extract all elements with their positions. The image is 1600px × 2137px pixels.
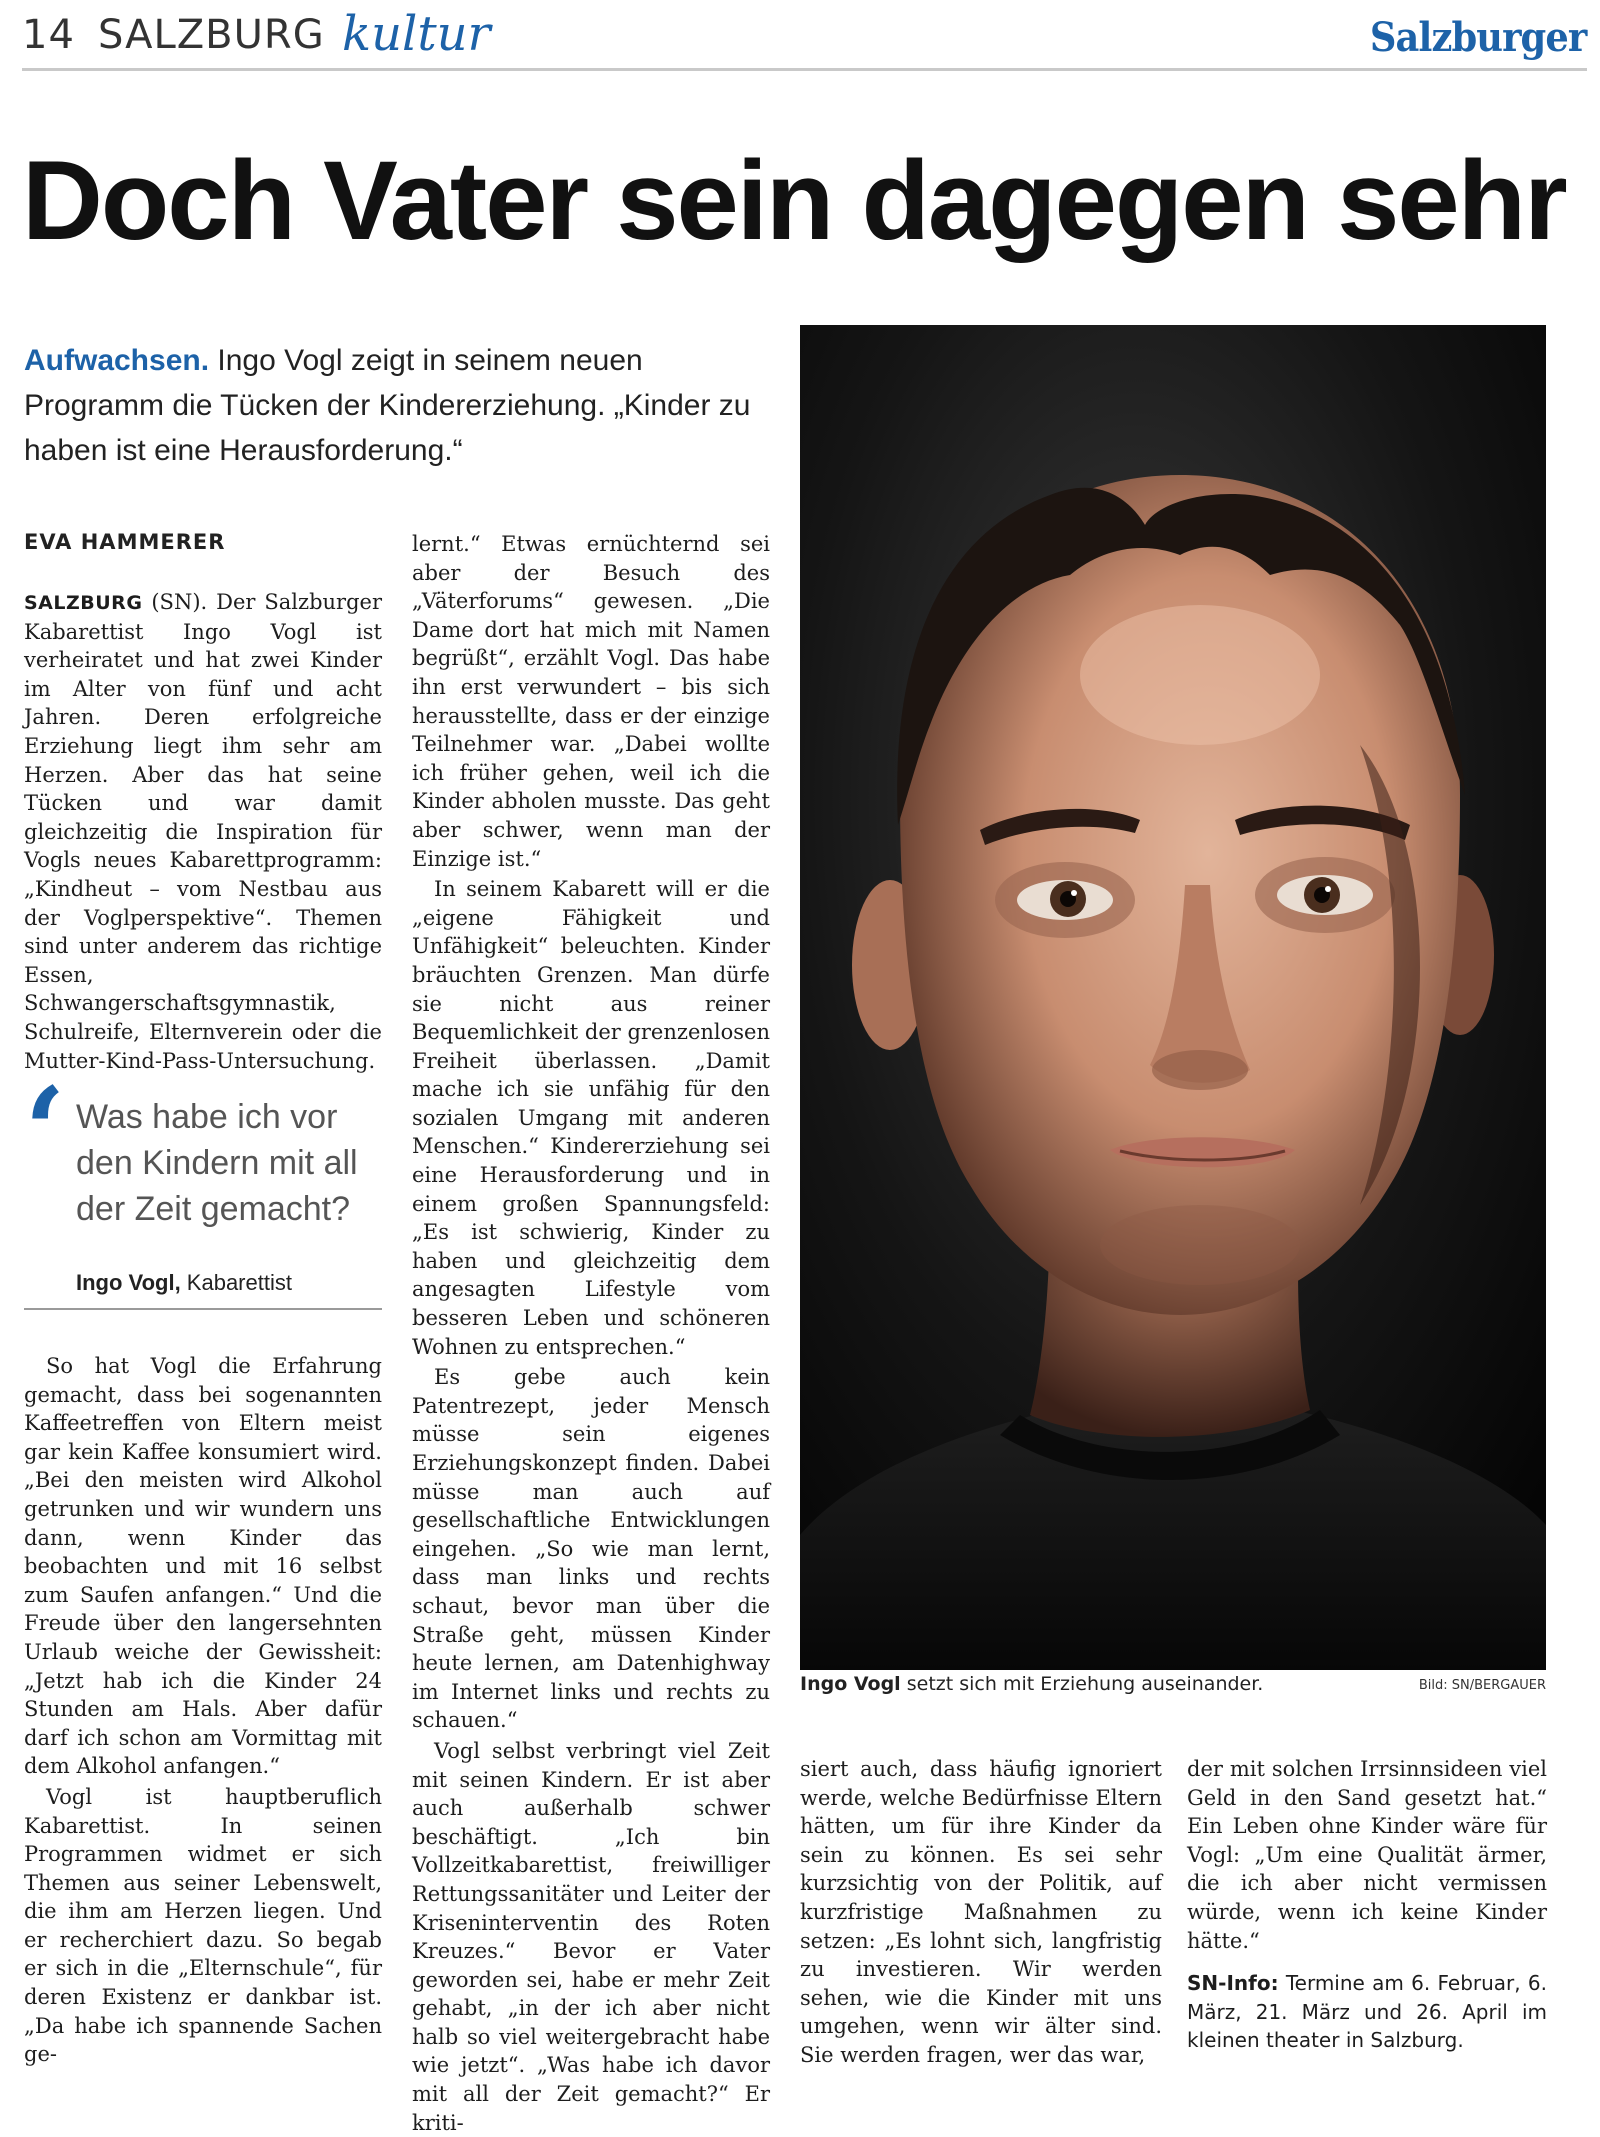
pull-quote [24,1061,382,1312]
body-text: (SN). Der Salzburger Kabarettist Ingo Vogl ist verheiratet und hat zwei Kinder im Alter von fünf und acht Jahren. Deren erfolgreiche Erziehung liegt ihm sehr am Herzen. Aber das hat seine Tücken und war damit gleichzeitig die Inspiration für Vogls neues Kabarettprogramm: „Kindheut – vom Nestbau aus der Voglperspektive“. Themen sind unter anderem das richtige Essen, Schwangerschaftsgymnastik, Schulreife, Elternverein oder die Mutter-Kind-Pass-Untersuchung. [24,590,382,1073]
body-paragraph: Vogl ist hauptberuflich Kabarettist. In seinen Programmen widmet er sich Themen aus seiner Lebenswelt, die ihm am Herzen liegen. Und er recherchiert dazu. So begab er sich in die „Elternschule“, für deren Existenz er dankbar ist. „Da habe ich spannende Sachen ge- [24,1784,382,2067]
body-paragraph: In seinem Kabarett will er die „eigene Fähigkeit und Unfähigkeit“ beleuchten. Kinder bräuchten Grenzen. Man dürfe sie nicht aus reiner Bequemlichkeit der grenzenlosen Freiheit überlassen. „Damit mache ich sie unfähig für den sozialen Umgang mit anderen Menschen.“ Kindererziehung sei eine Herausforderung und in einem großen Spannungsfeld: „Es ist schwierig, Kinder zu haben und gleichzeitig dem angesagten Lifestyle vom besseren Leben und schöneren Wohnen zu entsprechen.“ [412,877,770,1359]
caption-name: Ingo Vogl [800,1673,901,1695]
quote-mark-icon: ‘ [24,1061,66,1202]
photo-caption [800,1673,1546,1707]
pull-quote-attribution [76,1270,292,1296]
lead-paragraph [24,338,764,473]
body-paragraph: Vogl selbst verbringt viel Zeit mit seinen Kindern. Er ist aber auch außerhalb schwer beschäftigt. „Ich bin Vollzeitkabarettist, freiwilliger Rettungssanitäter und Leiter der Kriseninterventin des Roten Kreuzes.“ Bevor er Vater geworden sei, habe er mehr Zeit gehabt, „in der ich aber nicht halb so viel weitergebracht habe wie jetzt“. „Was habe ich davor mit all der Zeit gemacht?“ Er kriti- [412,1738,770,2135]
pull-quote-text: Was habe ich vor den Kindern mit all der Zeit gemacht? [76,1098,358,1228]
dateline: SALZBURG [24,592,143,614]
page-number: 14 [22,12,75,58]
body-paragraph: siert auch, dass häufig ignoriert werde, welche Bedürfnisse Eltern hätten, um für ihre Kinder da sein zu können. Es sei sehr kurzsichtig von der Politik, auf kurzfristige Maßnahmen zu setzen: „Es lohnt sich, langfristig zu investieren. Wir werden sehen, wie die Kinder mit uns umgehen, wenn wir älter sind. Sie werden fragen, wer das war, [800,1757,1162,2067]
masthead [0,0,1600,70]
info-label: SN-Info: [1187,1971,1279,1996]
portrait-photo [800,325,1546,1670]
body-paragraph: der mit solchen Irrsinnsideen viel Geld in den Sand gesetzt hat.“ Ein Leben ohne Kinder wäre für Vogl: „Um eine Qualität ärmer, die ich aber nicht vermissen würde, wenn ich keine Kinder hätte.“ [1187,1757,1547,1953]
body-column-1-top [24,588,382,1075]
body-column-2 [412,530,770,2137]
caption-text: setzt sich mit Erziehung auseinander. [900,1673,1264,1695]
body-paragraph [24,588,382,1075]
info-text: Termine am 6. Februar, 6. März, 21. März und 26. April im kleinen theater in Salzburg. [1187,1971,1547,2053]
headline-part-1: Doch Vater [22,138,617,263]
brand-logo: Salzburger [1369,14,1586,61]
headline-part-3: dagegen sehr [832,138,1566,263]
body-column-4 [1187,1755,1547,2055]
body-paragraph: So hat Vogl die Erfahrung gemacht, dass bei sogenannten Kaffeetreffen von Eltern meist gar kein Kaffee konsumiert wird. „Bei den meisten wird Alkohol getrunken und wir wundern uns dann, wenn Kinder das beobachten und mit 16 selbst zum Saufen anfangen.“ Und die Freude über den langersehnten Urlaub weiche der Gewissheit: „Jetzt hab ich die Kinder 24 Stunden am Hals. Aber dafür darf ich schon am Vormittag mit dem Alkohol anfangen.“ [24,1354,382,1779]
masthead-rule [22,68,1587,71]
photo-credit: Bild: SN/BERGAUER [1418,1678,1546,1693]
pull-quote-name: Ingo Vogl, [76,1270,181,1295]
portrait-illustration [800,325,1546,1670]
headline-part-bold: sein [616,138,833,263]
headline [22,138,1582,263]
section-subtitle: kultur [342,6,491,62]
pull-quote-rule [24,1308,382,1310]
byline: EVA HAMMERER [24,530,226,554]
body-paragraph: lernt.“ Etwas ernüchternd sei aber der Besuch des „Väterforums“ gewesen. „Die Dame dort hat mich mit Namen begrüßt“, erzählt Vogl. Das habe ihn erst verwundert – bis sich herausstellte, dass er der einzige Teilnehmer war. „Dabei wollte ich früher gehen, weil ich die Kinder abholen musste. Das geht aber schwer, wenn man der Einzige ist.“ [412,532,770,871]
section-name: SALZBURG [98,12,325,58]
pull-quote-role: Kabarettist [180,1270,292,1295]
info-box [1187,1969,1547,2055]
lead-kicker: Aufwachsen. [24,344,210,377]
body-column-3 [800,1755,1162,2070]
body-column-1-bottom [24,1352,382,2069]
lead-text: Ingo Vogl zeigt in seinem neuen Programm die Tücken der Kindererziehung. „Kinder zu haben ist eine Herausforderung.“ [24,344,751,467]
body-paragraph: Es gebe auch kein Patentrezept, jeder Mensch müsse sein eigenes Erziehungskonzept finden. Dabei müsse man auch auf gesellschaftliche Entwicklungen eingehen. „So wie man lernt, dass man links und rechts schaut, bevor man über die Straße geht, müssen Kinder heute lernen, am Datenhighway im Internet links und rechts zu schauen.“ [412,1365,770,1733]
